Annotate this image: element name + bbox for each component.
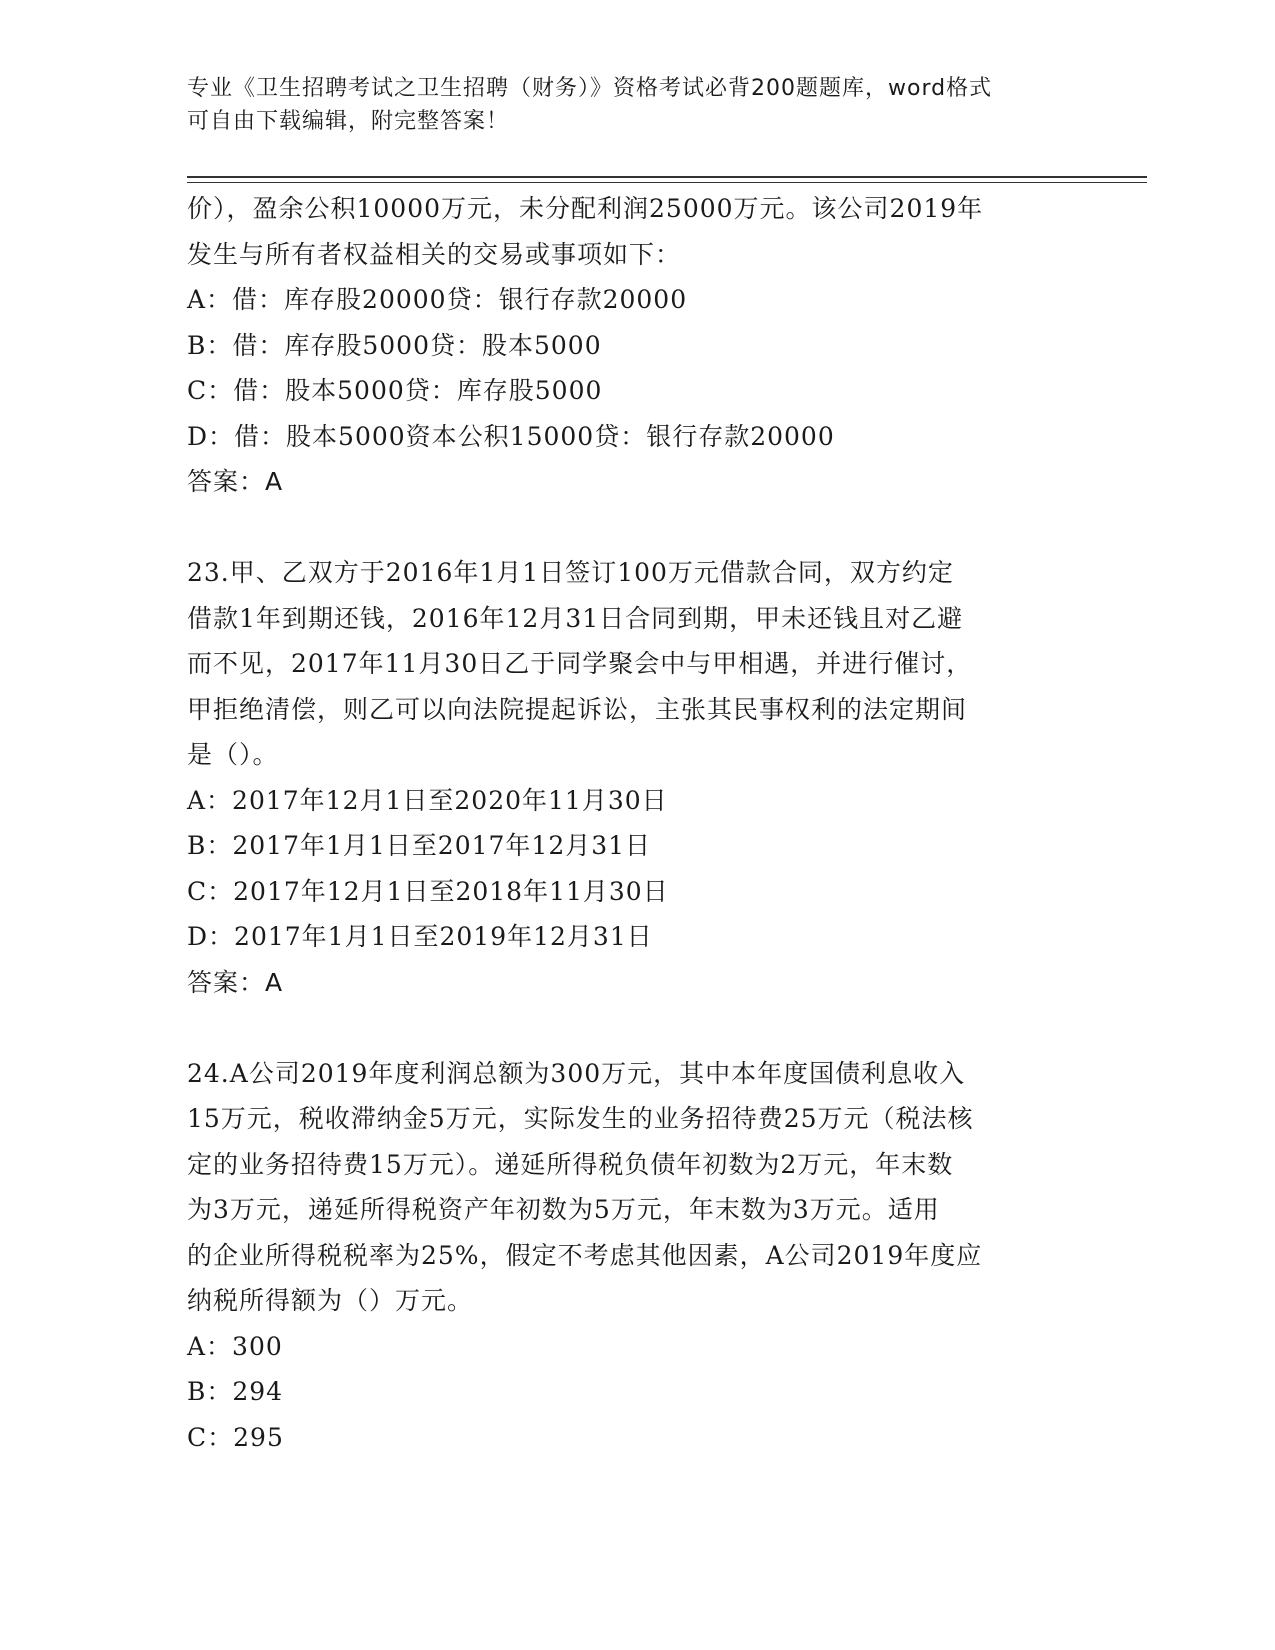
question-text-line: 23.甲、乙双方于2016年1月1日签订100万元借款合同，双方约定 (187, 558, 954, 587)
header-line: 可自由下载编辑，附完整答案！ (187, 109, 510, 134)
question-text-line: 为3万元，递延所得税资产年初数为5万元，年末数为3万元。适用 (187, 1195, 940, 1224)
option-b: B：2017年1月1日至2017年12月31日 (187, 831, 652, 860)
header-divider-thin (187, 182, 1147, 183)
question-text-line: 发生与所有者权益相关的交易或事项如下： (187, 239, 682, 269)
answer-line: 答案：A (187, 967, 284, 997)
option-b: B：借：库存股5000贷：股本5000 (187, 330, 602, 360)
question-text-line: 24.A公司2019年度利润总额为300万元，其中本年度国债利息收入 (187, 1058, 966, 1088)
answer-line: 答案：A (187, 467, 284, 496)
option-d: D：借：股本5000资本公积15000贷：银行存款20000 (187, 421, 835, 451)
option-a: A：300 (187, 1331, 283, 1361)
option-d: D：2017年1月1日至2019年12月31日 (187, 922, 653, 951)
question-text-line: 价），盈余公积10000万元，未分配利润25000万元。该公司2019年 (187, 194, 984, 223)
question-text-line: 纳税所得额为（）万元。 (187, 1286, 474, 1315)
option-c: C：295 (187, 1422, 284, 1452)
spacer (187, 505, 1087, 551)
document-body (187, 186, 1087, 1460)
question-24 (187, 1051, 1087, 1461)
option-a: A：借：库存股20000贷：银行存款20000 (187, 285, 688, 314)
page-header (187, 72, 1087, 138)
question-23 (187, 550, 1087, 1005)
question-text-line: 借款1年到期还钱，2016年12月31日合同到期，甲未还钱且对乙避 (187, 603, 964, 633)
spacer (187, 1005, 1087, 1051)
header-divider (187, 176, 1147, 178)
option-c: C：借：股本5000贷：库存股5000 (187, 376, 603, 405)
option-b: B：294 (187, 1377, 284, 1406)
question-text-line: 15万元，税收滞纳金5万元，实际发生的业务招待费25万元（税法核 (187, 1104, 974, 1133)
question-text-line: 是（）。 (187, 740, 279, 769)
question-22-continued (187, 186, 1087, 505)
option-a: A：2017年12月1日至2020年11月30日 (187, 785, 668, 815)
option-c: C：2017年12月1日至2018年11月30日 (187, 876, 669, 906)
question-text-line: 的企业所得税税率为25%，假定不考虑其他因素，A公司2019年度应 (187, 1240, 983, 1270)
question-text-line: 甲拒绝清偿，则乙可以向法院提起诉讼，主张其民事权利的法定期间 (187, 694, 968, 724)
question-text-line: 而不见，2017年11月30日乙于同学聚会中与甲相遇，并进行催讨， (187, 649, 973, 678)
question-text-line: 定的业务招待费15万元）。递延所得税负债年初数为2万元，年末数 (187, 1149, 954, 1179)
header-line: 专业《卫生招聘考试之卫生招聘（财务）》资格考试必背200题题库，word格式 (187, 76, 993, 101)
